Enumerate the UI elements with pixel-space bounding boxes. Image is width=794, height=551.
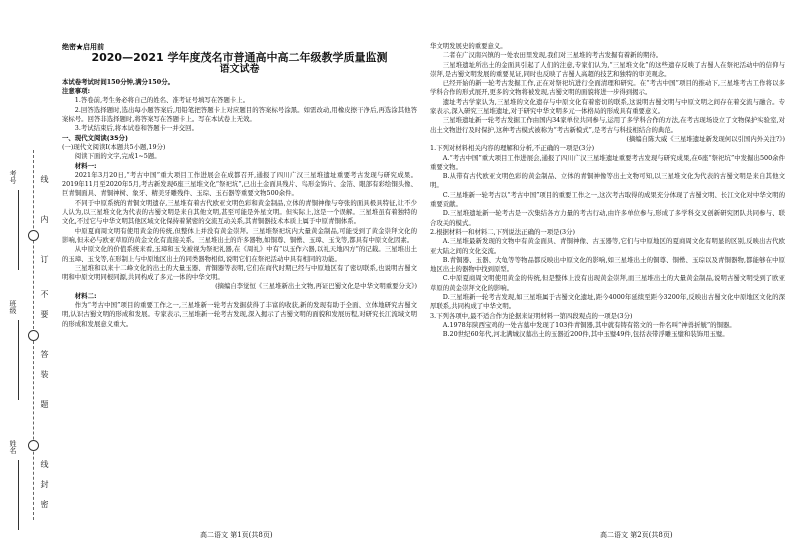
- class-label: 班级: [9, 300, 17, 314]
- question-option: D.三星堆新一轮考古发现,如三星堆属于古蜀文化遗址,距今4000年延续至距今3200年,反映出古蜀文化中原地区文化的深厚联系,共同构成了中华文明。: [430, 293, 785, 311]
- question-stem: 2.根据材料一和材料二,下列说法正确的一项是(3分): [430, 227, 575, 236]
- page-footer-left: 高二语文 第1页(共8页): [200, 531, 273, 539]
- side-word: 封: [40, 480, 49, 488]
- material-source: (摘编自陈大威《三星堆遗址新发现何以引国内外关注?》): [626, 134, 785, 143]
- exam-subtitle: 语文试卷: [219, 63, 260, 75]
- question-option: A.三星堆最新发现的文物中有黄金面具、青铜神像、古玉器等,它们与中原地区的夏商周文化有明显的区别,反映出古代欧亚大陆之间的文化交流。: [430, 237, 785, 255]
- exam-no-label: 考号: [9, 170, 17, 184]
- binding-hole: [28, 330, 39, 341]
- page-footer-right: 高二语文 第2页(共8页): [600, 531, 673, 539]
- material-paragraph: 华文明发展史的重要意义。: [430, 42, 507, 50]
- inner-word: 要: [40, 310, 49, 318]
- seal-word: 线: [40, 175, 49, 183]
- note-item: 3.考试结束后,将本试卷和答题卡一并交回。: [74, 124, 198, 133]
- name-label: 姓名: [9, 440, 17, 454]
- material-source: (摘编自李觉恒《三星堆新出土文物,再证巴蜀文化是中华文明重要分支》): [215, 282, 417, 291]
- material-paragraph: 中原夏商周文明有使用黄金的传统,但整体上并没有黄金崇拜。三星堆祭祀坑内大量黄金制品,可能受到了黄金崇拜文化的影响,但未必与欧亚草原的黄金文化有直接关系。三星堆出土的许多器物,如铜尊、铜罍、玉璋、玉戈等,都具有中原文化因素。: [62, 226, 417, 244]
- material-paragraph: 作为“考古中国”项目的重要工作之一,三星堆新一轮考古发掘获得了丰富的收获,新的发现有助于全面、立体地研究古蜀文明,认识古蜀文明的形成和发展。专家表示,三星堆新一轮考古发现,深入揭示了古蜀文明的面貌和发展历程,对研究长江流域文明的形成和发展意义重大。: [62, 301, 417, 328]
- material-heading: 材料二:: [74, 291, 97, 300]
- material-paragraph: 三星堆遗址新一轮考古发掘工作由国内34家单位共同参与,运用了多学科合作的方法,在考古现场设立了文物保护实验室,对出土文物进行及时保护,这种考古模式被称为“考古新模式”,是考古与科技相结合的典范。: [430, 116, 785, 134]
- class-line: [18, 320, 19, 400]
- side-word: 密: [40, 500, 49, 508]
- question-stem: 1.下列对材料相关内容的理解和分析,不正确的一项是(3分): [430, 144, 595, 153]
- material-paragraph: 三星堆遗址所出土的金面具引起了人们的注意,专家们认为,“三星堆文化”的这些遗存反映了古蜀人在祭祀活动中的信仰与崇拜,是古蜀文明发展的重要见证,同时也反映了古蜀人高超的技艺和独特的审美观念。: [430, 60, 785, 78]
- name-line: [18, 460, 19, 530]
- material-paragraph: 二者在广汉南兴镇的一处农田里发现,我们对三星堆的考古发掘有着新的期待。: [442, 51, 663, 60]
- question-stem: 3.下列各项中,最不适合作为论据来证明材料一第四段观点的一项是(3分): [430, 311, 633, 320]
- inner-word: 内: [40, 215, 49, 223]
- exam-no-line: [18, 190, 19, 270]
- secret-label: 绝密★启用前: [62, 42, 104, 51]
- note-item: 2.回答选择题时,选出每小题答案后,用铅笔把答题卡上对应题目的答案标号涂黑。如需改动,用橡皮擦干净后,再选涂其他答案标号。回答非选择题时,将答案写在答题卡上。写在本试卷上无效。: [62, 105, 417, 124]
- binding-hole: [28, 440, 39, 451]
- question-option: C.三星堆新一轮考古以“考古中国”项目的重要工作之一,这次考古取得的成果充分体现了古蜀文明、长江文化对中华文明的重要贡献。: [430, 190, 785, 209]
- section-heading: 一、现代文阅读(35分): [62, 133, 128, 142]
- inner-word: 不: [40, 290, 49, 298]
- material-paragraph: 遗址考古学家认为,三星堆的文化遗存与中原文化有着密切的联系,这说明古蜀文明与中原文明之间存在着交流与融合。专家表示,深入研究三星堆遗址,对于研究中华文明多元一体格局的形成具有重要意义。: [430, 97, 785, 116]
- material-paragraph: 已经开始的新一轮考古发掘工作,正在对祭祀坑进行全面清理和研究。在“考古中国”项目的推动下,三星堆考古工作将以多学科合作的形式展开,更多的文物将被发现,古蜀文明的面貌将进一步得到揭示。: [430, 79, 785, 97]
- subsection-heading: (一)现代文阅读Ⅰ(本题共5小题,19分): [62, 142, 166, 151]
- side-word: 线: [40, 460, 49, 468]
- exam-title: 2020—2021 学年度茂名市普通高中高二年级教学质量监测: [91, 51, 388, 65]
- question-option: A.“考古中国”重大项目工作进展会,通报了四川广汉三星堆遗址重要考古发现与研究成果,在6座“祭祀坑”中发掘出500余件重要文物。: [430, 153, 785, 171]
- note-item: 1.答卷前,考生务必将自己的姓名、准考证号填写在答题卡上。: [74, 96, 250, 105]
- binding-hole: [28, 230, 39, 241]
- material-paragraph: 不同于中原系统的青铜文明遗存,三星堆有着古代欧亚文明色彩和黄金制品,立体的青铜神像与夸张的面具极具特征,让不少人认为,以三星堆文化为代表的古蜀文明是来自其他文明,甚至可能是外星文明。但实际上,这是一个误解。三星堆虽有着独特的文化,不过它与中华文明其他区域文化保持着紧密的交流互动关系,其青铜器技术本质上属于中原青铜体系。: [62, 198, 417, 226]
- question-option: A.1978年陕西宝鸡的一处古墓中发现了103件青铜器,其中就有铸有铭文的一件名叫“神兽折觥”的铜器。: [442, 320, 736, 329]
- material-heading: 材料一:: [74, 161, 97, 170]
- material-paragraph: 2021年3月20日,“考古中国”重大项目工作进展会在成都召开,通报了四川广汉三星堆遗址重要考古发现与研究成果。2019年11月至2020年5月,考古新发现6座三星堆文化“祭祀坑”,已出土金面具残片、鸟形金饰片、金箔、眼部有彩绘铜头像、巨青铜面具、青铜神树、象牙、精美牙雕残件、玉琮、玉石器等重要文物500余件。: [62, 170, 417, 198]
- question-option: C.中原夏商周文明使用黄金的传统,但是整体上没有出现黄金崇拜,而三星堆出土的大量黄金制品,说明古蜀文明受到了欧亚草原的黄金崇拜文化的影响。: [430, 274, 785, 292]
- seal-word: 装: [40, 370, 49, 378]
- seal-word: 订: [40, 255, 49, 263]
- material-paragraph: 三星堆和以来十二峰文化的出土的大量玉器、青铜器等表明,它们在商代时期已经与中原地区有了密切联系,也说明古蜀文明和中原文明同根同源,共同构成了多元一体的中华文明。: [62, 263, 417, 282]
- inner-word: 答: [40, 350, 49, 358]
- question-option: D.三星堆遗址新一轮考古是一次集结各方力量的考古行动,由许多单位参与,形成了多学科交叉创新研究团队共同参与、联合攻关的模式。: [430, 209, 785, 227]
- material-paragraph: 从中原文化的价值系统来看,玉璋和玉戈被视为祭祀礼器,在《周礼》中有“以玉作六器,以礼天地四方”的记载。三星堆出土的玉璋、玉戈等,在形制上与中原地区出土的同类器物相似,说明它们在祭祀活动中具有相同的功能。: [62, 245, 417, 263]
- notes-heading: 注意事项:: [62, 87, 91, 96]
- right-column: [430, 42, 785, 340]
- left-column: [62, 42, 417, 329]
- question-option: B.从带有古代欧亚文明色彩的黄金制品、立体的青铜神像等出土文物可知,以三星堆文化为代表的古蜀文明是来自其他文明。: [430, 172, 785, 190]
- exam-info: 本试卷考试时间150分钟,满分150分。: [62, 77, 174, 86]
- question-option: B.20世纪60年代,河北满城汉墓出土的玉器近200件,其中玉璧49件,包括表带浮雕玉璧和装饰用玉璧。: [442, 330, 729, 339]
- reading-tip: 阅读下面的文字,完成1~5题。: [74, 152, 161, 161]
- binding-strip: [0, 0, 54, 551]
- question-option: B.青铜器、玉器、大龟等等物品都反映出中原文化的影响,如三星堆出土的铜尊、铜罍、玉琮以及青铜器物,都能够在中原地区出土的器物中找到原型。: [430, 255, 785, 274]
- inner-word: 题: [40, 400, 49, 408]
